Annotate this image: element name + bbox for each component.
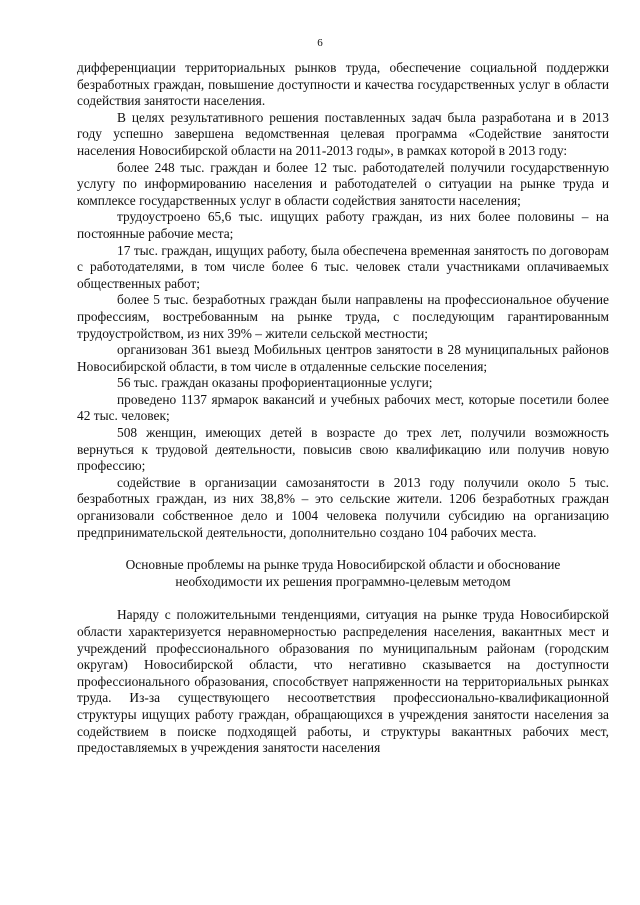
document-body: [77, 60, 609, 757]
list-item-mobile-centers: организован 361 выезд Мобильных центров занятости в 28 муниципальных районов Новосибирской области, в том числе в отдаленные сельские поселения;: [77, 342, 609, 374]
list-item-employed: трудоустроено 65,6 тыс. ищущих работу граждан, из них более половины – на постоянные рабочие места;: [77, 209, 609, 241]
paragraph-program-intro: В целях результативного решения поставленных задач была разработана и в 2013 году успешно завершена ведомственная целевая программа «Содействие занятости населения Новосибирской области на 2011-2013 годы», в рамках которой в 2013 году:: [77, 109, 609, 158]
list-item-job-fairs: проведено 1137 ярмарок вакансий и учебных рабочих мест, которые посетили более 42 тыс. человек;: [77, 391, 609, 424]
list-item-self-employment: содействие в организации самозанятости в 2013 году получили около 5 тыс. безработных граждан, из них 38,8% – это сельские жители. 1206 безработных граждан организовали собственное дело и 1004 человека получили субсидию на организацию предпринимательской деятельности, дополнительно создано 104 рабочих места.: [77, 474, 609, 540]
list-item-career-guidance: 56 тыс. граждан оказаны профориентационные услуги;: [117, 375, 433, 391]
list-item-women-with-children: 508 женщин, имеющих детей в возрасте до трех лет, получили возможность вернуться к трудовой деятельности, повысив свою квалификацию или получив новую профессию;: [77, 425, 609, 474]
paragraph-continuation: дифференциации территориальных рынков труда, обеспечение социальной поддержки безработных граждан, повышение доступности и качества государственных услуг в области содействия занятости населения.: [77, 60, 609, 109]
section-heading-line-1: Основные проблемы на рынке труда Новосибирской области и обоснование: [125, 557, 561, 573]
section-heading-line-2: необходимости их решения программно-целевым методом: [175, 573, 511, 589]
section-heading: [77, 557, 609, 590]
page-number: 6: [317, 37, 323, 49]
list-item-temporary-employment: 17 тыс. граждан, ищущих работу, была обеспечена временная занятость по договорам с работодателями, в том числе более 6 тыс. человек стали участниками оплачиваемых общественных работ;: [77, 242, 609, 291]
paragraph-problems: Наряду с положительными тенденциями, ситуация на рынке труда Новосибирской области характеризуется неравномерностью распределения населения, вакантных мест и учреждений профессионального образования по муниципальным районам (городским округам) Новосибирской области, что негативно сказывается на доступности профессионального образования, способствует напряженности на территориальных рынках труда. Из-за существующего несоответствия профессионально-квалификационной структуры ищущих работу граждан, обращающихся в учреждения занятости населения за содействием в поиске подходящей работы, и структуры вакантных рабочих мест, предоставляемых в учреждения занятости населения: [77, 607, 609, 756]
list-item-vocational-training: более 5 тыс. безработных граждан были направлены на профессиональное обучение профессиям, востребованным на рынке труда, с последующим гарантированным трудоустройством, из них 39% – жители сельской местности;: [77, 292, 609, 341]
list-item-informing-service: более 248 тыс. граждан и более 12 тыс. работодателей получили государственную услугу по информированию населения и работодателей о ситуации на рынке труда и комплексе государственных услуг в области содействия занятости населения;: [77, 159, 609, 208]
